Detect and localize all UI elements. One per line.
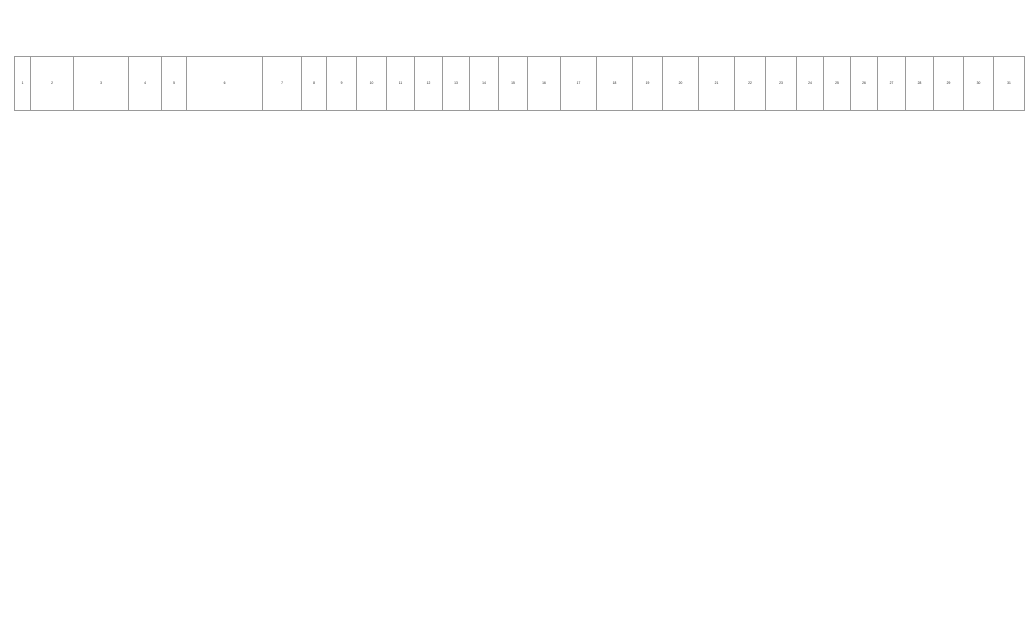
column-header-15: 15 [499, 57, 528, 111]
column-header-6: 6 [187, 57, 263, 111]
column-header-25: 25 [824, 57, 851, 111]
column-header-21: 21 [699, 57, 735, 111]
column-header-5: 5 [162, 57, 187, 111]
column-header-19: 19 [633, 57, 663, 111]
column-header-9: 9 [327, 57, 357, 111]
column-header-13: 13 [443, 57, 470, 111]
column-header-1: 1 [15, 57, 31, 111]
column-header-2: 2 [31, 57, 74, 111]
column-header-10: 10 [357, 57, 387, 111]
column-header-16: 16 [528, 57, 561, 111]
column-header-12: 12 [415, 57, 443, 111]
column-header-8: 8 [302, 57, 327, 111]
column-header-17: 17 [561, 57, 597, 111]
table-header-row [15, 57, 1025, 111]
column-header-30: 30 [964, 57, 994, 111]
column-header-14: 14 [470, 57, 499, 111]
column-header-20: 20 [663, 57, 699, 111]
column-header-23: 23 [766, 57, 797, 111]
column-header-28: 28 [906, 57, 934, 111]
report-table [14, 56, 1025, 111]
column-header-26: 26 [851, 57, 878, 111]
column-header-22: 22 [735, 57, 766, 111]
column-header-29: 29 [934, 57, 964, 111]
column-header-27: 27 [878, 57, 906, 111]
column-header-18: 18 [597, 57, 633, 111]
column-header-24: 24 [797, 57, 824, 111]
column-header-4: 4 [129, 57, 162, 111]
report-table-container [14, 56, 1011, 111]
column-header-7: 7 [263, 57, 302, 111]
column-header-3: 3 [74, 57, 129, 111]
column-header-31: 31 [994, 57, 1025, 111]
column-header-11: 11 [387, 57, 415, 111]
